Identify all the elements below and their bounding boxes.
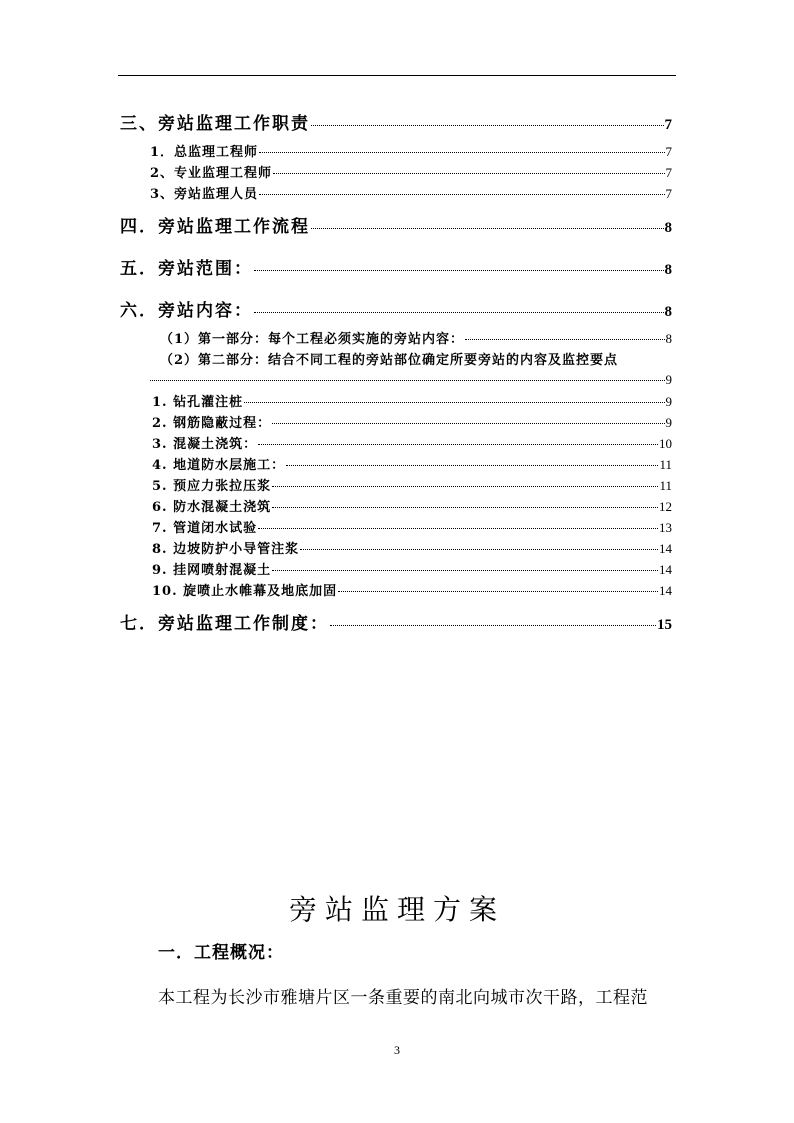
toc-dot-leader: [272, 473, 658, 487]
toc-entry-title: 1．总监理工程师: [150, 145, 259, 160]
toc-entry-title: 9. 挂网喷射混凝土: [152, 563, 272, 578]
toc-dot-leader: [311, 211, 664, 229]
toc-entry-page: 15: [657, 617, 672, 633]
toc-entry-page: 8: [664, 220, 672, 236]
toc-entry-page: 7: [664, 117, 672, 133]
toc-entry-title: 10. 旋喷止水帷幕及地底加固: [152, 584, 338, 599]
toc-entry-page: 7: [665, 186, 672, 201]
section-heading: 一．工程概况：: [158, 943, 284, 963]
toc-dot-leader: [258, 515, 658, 529]
toc-dot-leader: [259, 139, 664, 153]
toc-entry-page: 12: [659, 499, 672, 514]
toc-entry-title: 2、专业监理工程师: [150, 166, 273, 181]
toc-entry-title: 2. 钢筋隐蔽过程：: [152, 416, 272, 431]
toc-dot-leader: [272, 494, 658, 508]
body-paragraph: 本工程为长沙市雅塘片区一条重要的南北向城市次干路，工程范: [158, 988, 648, 1008]
toc-entry-page: 11: [659, 478, 672, 493]
toc-dot-leader: [311, 108, 664, 126]
toc-entry-page: 7: [665, 165, 672, 180]
toc-entry-page: 14: [659, 541, 672, 556]
toc-entry-part-2[interactable]: [160, 349, 672, 368]
toc-dot-leader: [259, 181, 664, 195]
toc-entry-page: 9: [665, 415, 672, 430]
toc-dot-leader: [273, 160, 664, 174]
toc-entry-section-6[interactable]: [120, 296, 672, 321]
toc-entry-concrete-pouring[interactable]: [152, 433, 672, 452]
toc-entry-title: 3. 混凝土浇筑：: [152, 437, 258, 452]
toc-entry-section-5[interactable]: [120, 254, 672, 279]
toc-dot-leader: [286, 452, 658, 466]
toc-entry-page: 14: [659, 562, 672, 577]
toc-entry-pipe-water-test[interactable]: [152, 517, 672, 536]
toc-entry-page: 13: [659, 520, 672, 535]
toc-entry-title: 五．旁站范围：: [120, 259, 253, 279]
toc-entry-part-2-continuation: [150, 370, 672, 388]
toc-dot-leader: [272, 410, 664, 424]
toc-entry-page: 10: [659, 436, 672, 451]
toc-entry-specialist-supervisor[interactable]: [150, 162, 672, 181]
toc-entry-site-supervisor[interactable]: [150, 183, 672, 202]
toc-entry-shotcrete[interactable]: [152, 559, 672, 578]
toc-entry-page: 7: [665, 144, 672, 159]
toc-entry-title: 1. 钻孔灌注桩: [152, 395, 244, 410]
document-title: 旁站监理方案: [288, 893, 505, 926]
toc-entry-title: 4. 地道防水层施工：: [152, 458, 286, 473]
toc-entry-slope-grouting[interactable]: [152, 538, 672, 557]
toc-entry-part-1[interactable]: [160, 328, 672, 347]
toc-entry-title: 6. 防水混凝土浇筑: [152, 500, 272, 515]
toc-entry-title: 三、旁站监理工作职责: [120, 114, 310, 134]
toc-dot-leader: [244, 389, 664, 403]
toc-dot-leader: [150, 367, 665, 381]
toc-entry-title: （2）第二部分：结合不同工程的旁站部位确定所要旁站的内容及监控要点: [160, 353, 619, 368]
toc-entry-waterproof-concrete[interactable]: [152, 496, 672, 515]
toc-entry-rebar-concealment[interactable]: [152, 412, 672, 431]
header-rule: [118, 75, 676, 76]
toc-dot-leader: [254, 295, 664, 313]
toc-entry-title: 四．旁站监理工作流程: [120, 217, 310, 237]
toc-entry-page: 9: [665, 372, 672, 387]
toc-entry-chief-supervisor[interactable]: [150, 141, 672, 160]
toc-dot-leader: [300, 536, 658, 550]
toc-entry-title: （1）第一部分：每个工程必须实施的旁站内容：: [160, 332, 465, 347]
toc-dot-leader: [254, 253, 664, 271]
toc-dot-leader: [258, 431, 658, 445]
toc-entry-section-4[interactable]: [120, 212, 672, 237]
toc-entry-title: 3、旁站监理人员: [150, 187, 259, 202]
toc-entry-page: 14: [659, 583, 672, 598]
toc-entry-page: 8: [664, 262, 672, 278]
toc-entry-title: 7. 管道闭水试验: [152, 521, 258, 536]
toc-dot-leader: [330, 608, 656, 626]
toc-entry-prestress-grouting[interactable]: [152, 475, 672, 494]
toc-entry-section-3[interactable]: [120, 109, 672, 134]
toc-entry-page: 8: [664, 304, 672, 320]
toc-entry-page: 11: [659, 457, 672, 472]
toc-entry-section-7[interactable]: [120, 609, 672, 634]
toc-entry-title: 七．旁站监理工作制度：: [120, 614, 329, 634]
toc-entry-title: 8. 边坡防护小导管注浆: [152, 542, 300, 557]
toc-dot-leader: [465, 326, 664, 340]
toc-entry-bored-pile[interactable]: [152, 391, 672, 410]
toc-entry-page: 8: [665, 331, 672, 346]
toc-entry-waterproof-layer[interactable]: [152, 454, 672, 473]
page-number: 3: [394, 1043, 400, 1057]
toc-entry-jet-grouting[interactable]: [152, 580, 672, 599]
toc-dot-leader: [272, 557, 658, 571]
toc-entry-title: 六．旁站内容：: [120, 301, 253, 321]
toc-entry-title: 5. 预应力张拉压浆: [152, 479, 272, 494]
toc-dot-leader: [338, 578, 658, 592]
toc-entry-page: 9: [665, 394, 672, 409]
